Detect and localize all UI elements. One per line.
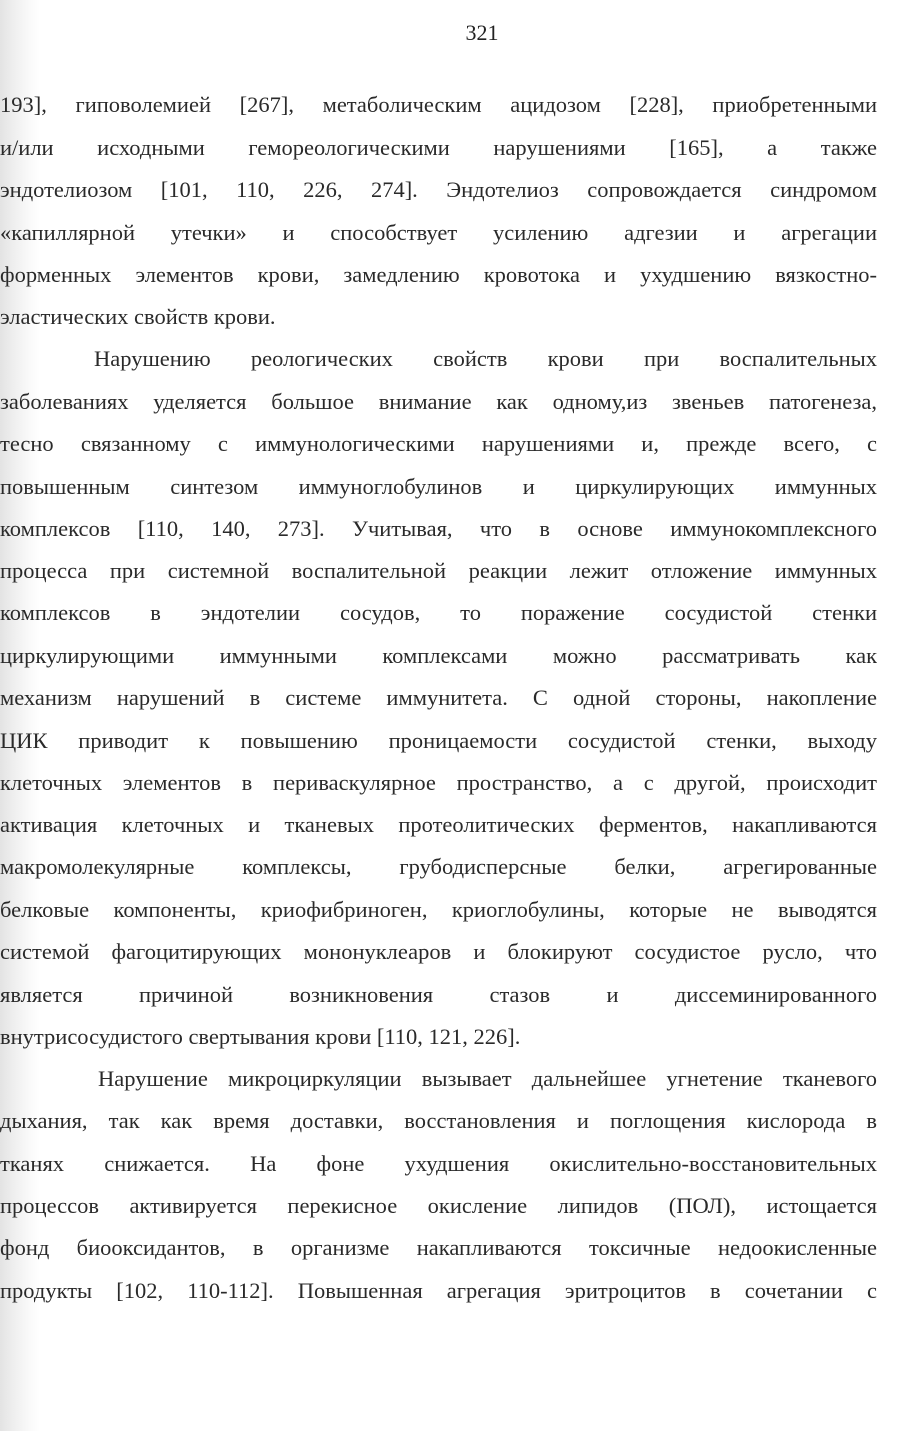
text-line: внутрисосудистого свертывания крови [110, 121, 226]. bbox=[0, 1024, 521, 1049]
text-line: эластических свойств крови. bbox=[0, 304, 276, 329]
text-line: клеточных элементов в периваскулярное пространство, а с другой, происходит bbox=[0, 770, 877, 795]
text-line: «капиллярной утечки» и способствует усилению адгезии и агрегации bbox=[0, 220, 877, 245]
text-line: механизм нарушений в системе иммунитета. С одной стороны, накопление bbox=[0, 685, 877, 710]
text-line: заболеваниях уделяется большое внимание как одному,из звеньев патогенеза, bbox=[0, 389, 877, 414]
text-line: является причиной возникновения стазов и диссеминированного bbox=[0, 982, 877, 1007]
text-line: процессов активируется перекисное окисление липидов (ПОЛ), истощается bbox=[0, 1193, 877, 1218]
text-line: Нарушению реологических свойств крови при воспалительных bbox=[94, 346, 877, 371]
text-line: макромолекулярные комплексы, грубодисперсные белки, агрегированные bbox=[0, 854, 877, 879]
text-line: ЦИК приводит к повышению проницаемости сосудистой стенки, выходу bbox=[0, 728, 877, 753]
text-line: и/или исходными гемореологическими нарушениями [165], а также bbox=[0, 135, 877, 160]
text-line: форменных элементов крови, замедлению кровотока и ухудшению вязкостно- bbox=[0, 262, 877, 287]
text-line: тканях снижается. На фоне ухудшения окислительно-восстановительных bbox=[0, 1151, 877, 1176]
text-line: дыхания, так как время доставки, восстановления и поглощения кислорода в bbox=[0, 1108, 877, 1133]
text-line: повышенным синтезом иммуноглобулинов и циркулирующих иммунных bbox=[0, 474, 877, 499]
text-line: циркулирующими иммунными комплексами можно рассматривать как bbox=[0, 643, 877, 668]
page-number: 321 bbox=[465, 20, 499, 45]
text-line: 193], гиповолемией [267], метаболическим ацидозом [228], приобретенными bbox=[0, 92, 877, 117]
text-line: системой фагоцитирующих мононуклеаров и блокируют сосудистое русло, что bbox=[0, 939, 877, 964]
text-line: тесно связанному с иммунологическими нарушениями и, прежде всего, с bbox=[0, 431, 877, 456]
text-line: комплексов [110, 140, 273]. Учитывая, что в основе иммунокомплексного bbox=[0, 516, 877, 541]
text-line: эндотелиозом [101, 110, 226, 274]. Эндотелиоз сопровождается синдромом bbox=[0, 177, 877, 202]
text-line: белковые компоненты, криофибриноген, криоглобулины, которые не выводятся bbox=[0, 897, 877, 922]
text-line: Нарушение микроциркуляции вызывает дальнейшее угнетение тканевого bbox=[98, 1066, 877, 1091]
text-line: продукты [102, 110-112]. Повышенная агрегация эритроцитов в сочетании с bbox=[0, 1278, 877, 1303]
text-line: комплексов в эндотелии сосудов, то поражение сосудистой стенки bbox=[0, 600, 877, 625]
text-line: процесса при системной воспалительной реакции лежит отложение иммунных bbox=[0, 558, 877, 583]
text-line: активация клеточных и тканевых протеолитических ферментов, накапливаются bbox=[0, 812, 877, 837]
text-line: фонд биооксидантов, в организме накапливаются токсичные недоокисленные bbox=[0, 1235, 877, 1260]
